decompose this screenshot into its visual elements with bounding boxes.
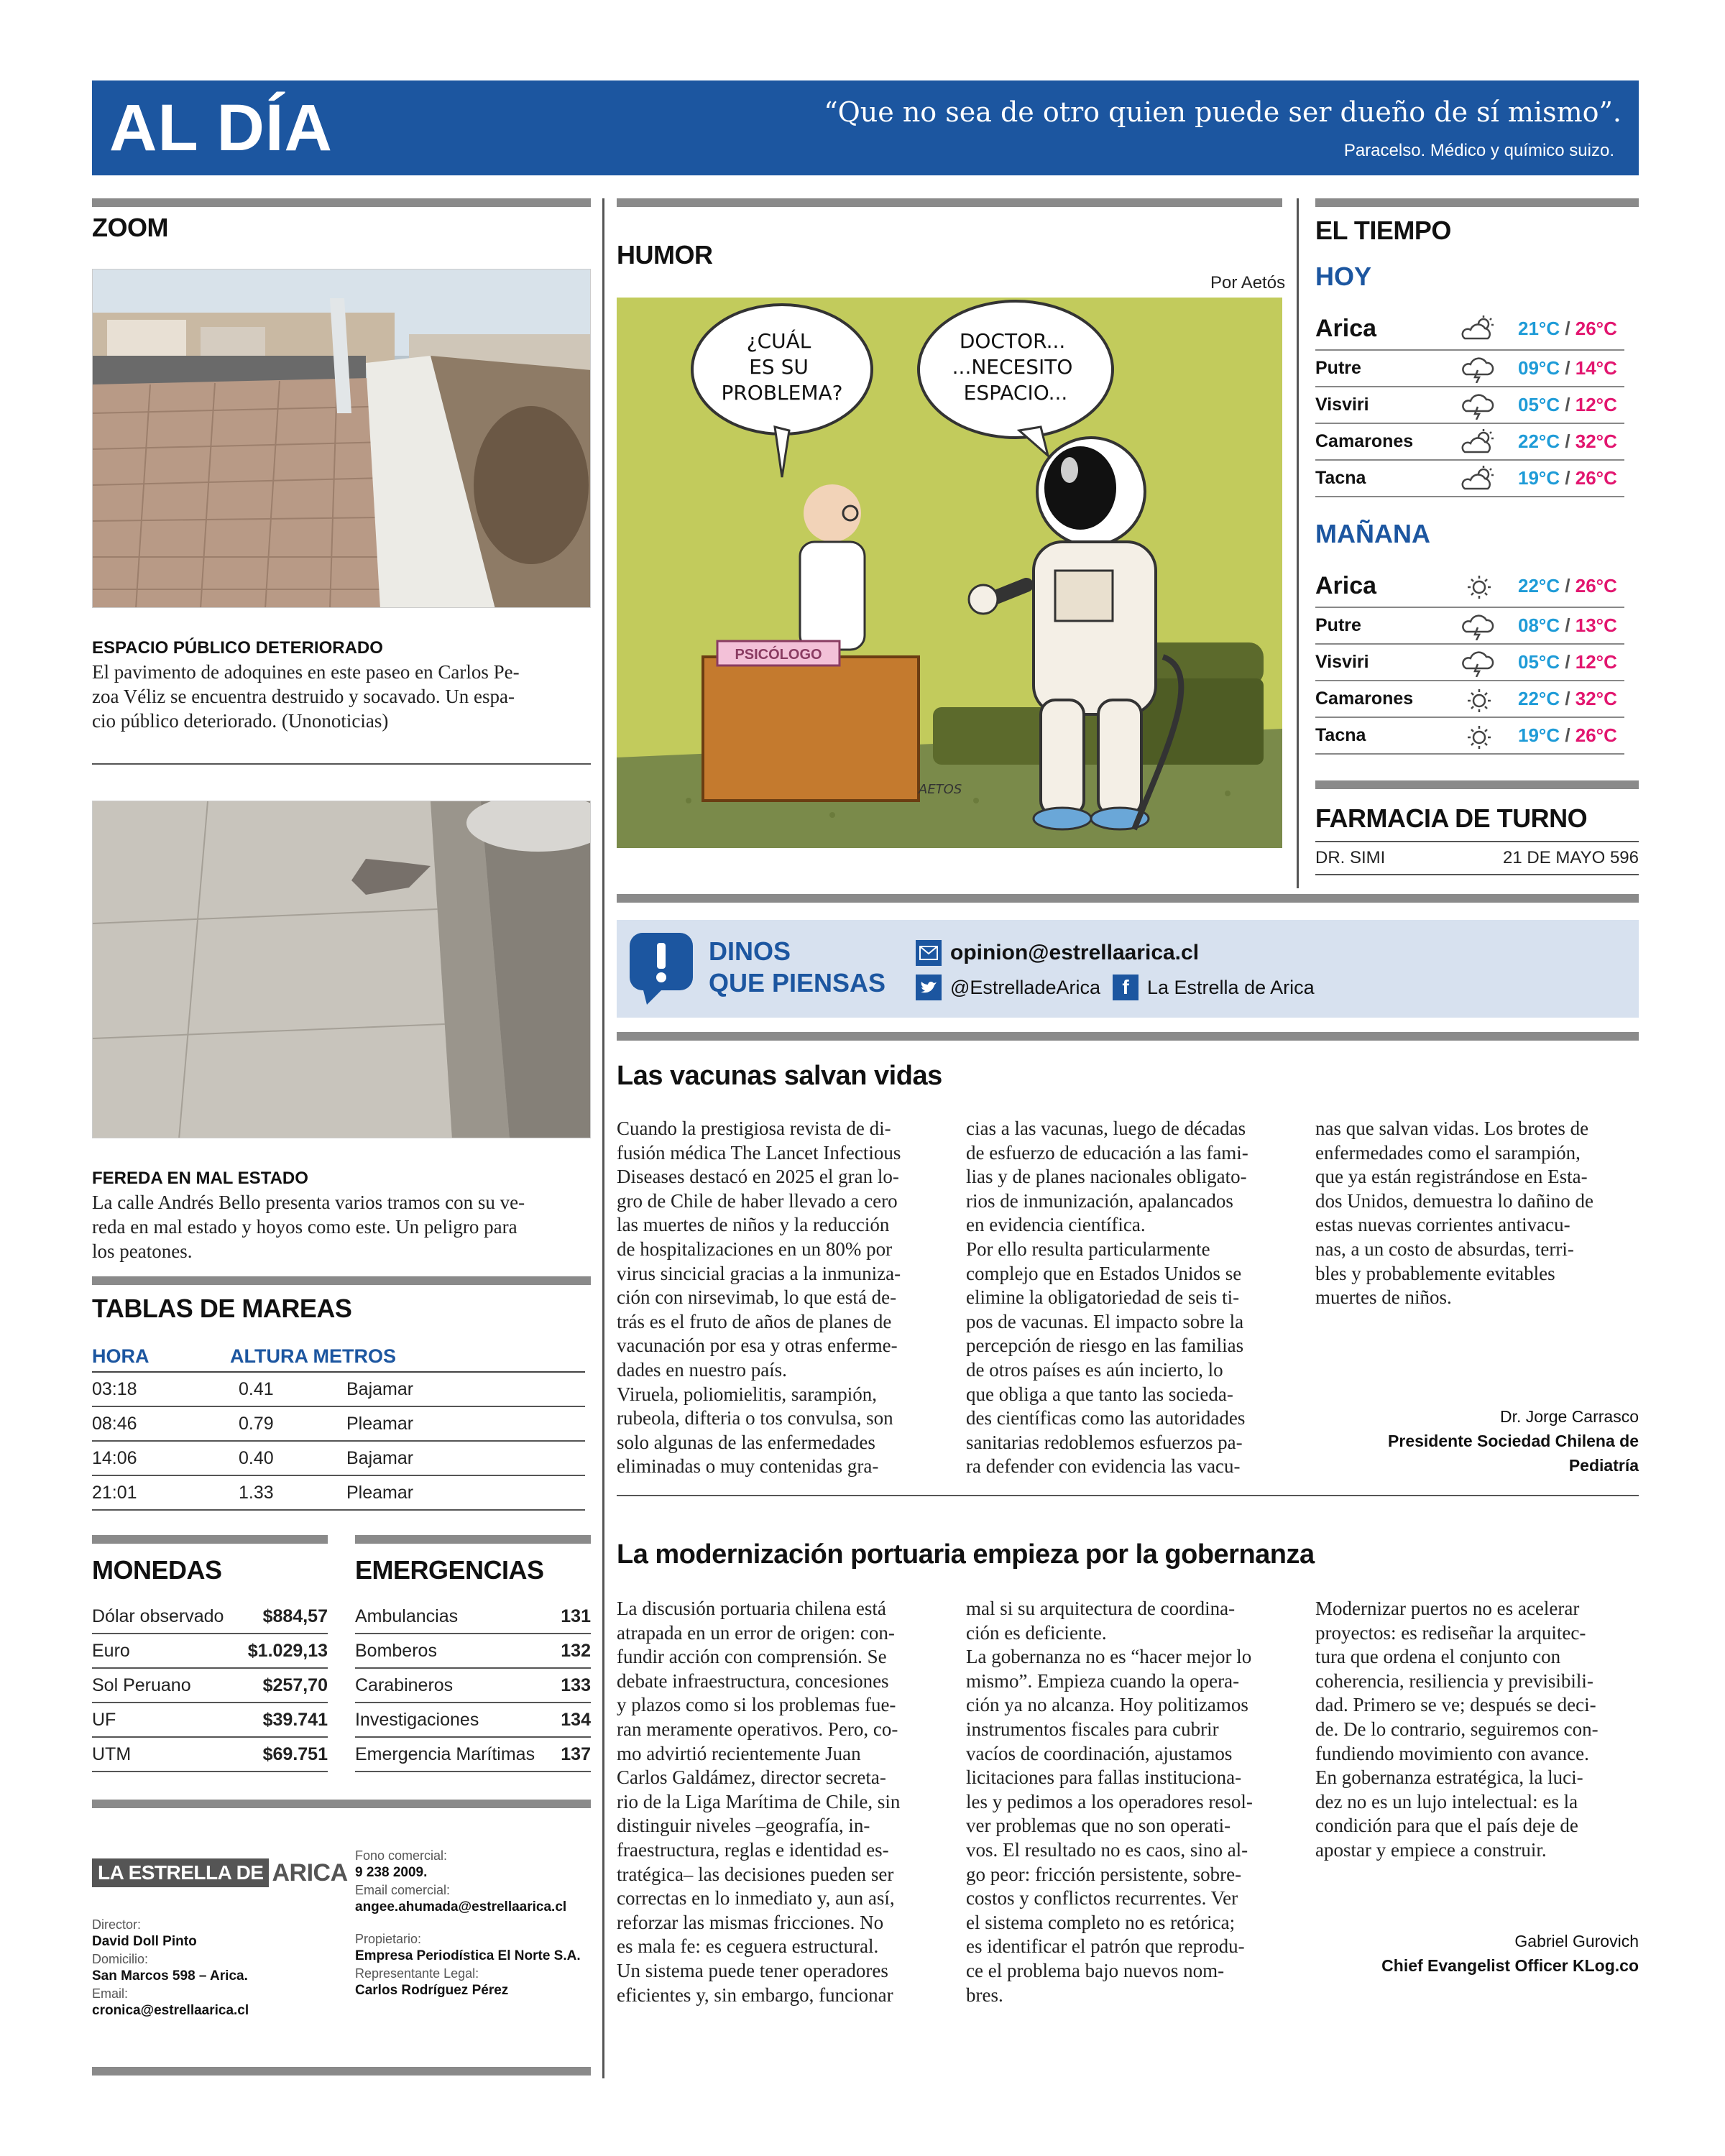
- commercial-email-label: Email comercial:: [355, 1883, 451, 1897]
- text-line: Diseases destacó en 2025 el gran lo-: [617, 1166, 899, 1188]
- tide-time: 21:01: [92, 1482, 137, 1503]
- weather-row: Visviri 05°C / 12°C: [1315, 645, 1624, 681]
- humor-cartoon: [617, 298, 1282, 848]
- tide-type: Bajamar: [346, 1378, 414, 1399]
- zoom-title: ZOOM: [92, 213, 168, 242]
- tides-col-altura: ALTURA METROS: [230, 1345, 396, 1367]
- text-line: dad. Primero se ve; después se deci-: [1315, 1694, 1596, 1716]
- table-row: [92, 1407, 585, 1442]
- newspaper-logo: [92, 1858, 348, 1887]
- text-line: mal si su arquitectura de coordina-: [966, 1598, 1236, 1619]
- temp-max: 12°C: [1575, 651, 1617, 673]
- pharmacy-bottom-divider: [1315, 874, 1639, 875]
- masthead-bottombar: [92, 2067, 591, 2076]
- legal-rep-value: Carlos Rodríguez Pérez: [355, 1983, 509, 1998]
- currency-name: UTM: [92, 1743, 132, 1764]
- opinion2-column-3: [1315, 1597, 1639, 1863]
- contact-banner: [617, 920, 1639, 1018]
- text-line: eficientes y, sin embargo, funcionar: [617, 1984, 893, 2006]
- storm-icon: [1459, 648, 1502, 677]
- text-line: vos. El resultado no es caos, sino al-: [966, 1838, 1248, 1861]
- director-label: Director:: [92, 1917, 142, 1932]
- caption-line: reda en mal estado y hoyos como este. Un peligro para: [92, 1216, 518, 1238]
- temp-max: 26°C: [1575, 467, 1617, 489]
- contact-email-link[interactable]: [916, 940, 1199, 966]
- weather-row: Visviri 05°C / 12°C: [1315, 387, 1624, 424]
- sun-icon: [1459, 571, 1502, 600]
- currency-name: UF: [92, 1709, 116, 1730]
- text-line: Viruela, poliomielitis, sarampión,: [617, 1383, 878, 1405]
- weather-city: Visviri: [1315, 652, 1369, 672]
- text-line: ran meramente operativos. Pero, co-: [617, 1718, 898, 1740]
- temp-min: 05°C: [1518, 651, 1560, 673]
- text-line: estas nuevas corrientes antivacu-: [1315, 1214, 1570, 1236]
- text-line: Carlos Galdámez, director secreta-: [617, 1766, 886, 1789]
- logo-text-part2: ARICA: [272, 1858, 348, 1886]
- text-line: ce el problema bajo nuevos nom-: [966, 1959, 1225, 1981]
- emergency-number: 137: [561, 1743, 591, 1764]
- text-line: apostar y empiece a construir.: [1315, 1838, 1547, 1861]
- temp-min: 05°C: [1518, 394, 1560, 415]
- contact-twitter-text: @EstrelladeArica: [950, 976, 1100, 998]
- text-line: correctas en lo inmediato y, aun así,: [617, 1887, 895, 1909]
- currency-value: $39.741: [262, 1709, 328, 1730]
- emergency-name: Investigaciones: [355, 1709, 479, 1730]
- weather-row: Arica 22°C / 26°C: [1315, 565, 1624, 608]
- text-line: dos Unidos, demuestra lo dañino de: [1315, 1189, 1593, 1212]
- tides-title: TABLAS DE MAREAS: [92, 1294, 352, 1323]
- weather-city: Arica: [1315, 314, 1377, 342]
- svg-text:DOCTOR... ...NECESITO: [952, 329, 1080, 405]
- storm-icon: [1459, 612, 1502, 640]
- partly-cloudy-icon: [1459, 314, 1502, 343]
- text-line: dez no es un lujo intelectual: es la: [1315, 1790, 1578, 1812]
- table-row: [92, 1600, 328, 1634]
- author-name: Dr. Jorge Carrasco: [1499, 1407, 1639, 1426]
- text-line: en evidencia científica.: [966, 1214, 1146, 1236]
- table-row: [92, 1442, 585, 1476]
- text-line: fundiendo movimiento con avance.: [1315, 1742, 1589, 1764]
- phone-label: Fono comercial:: [355, 1848, 448, 1863]
- owner-value: Empresa Periodística El Norte S.A.: [355, 1948, 581, 1963]
- text-line: fraestructura, reglas e identidad es-: [617, 1838, 889, 1861]
- photo2-caption-text: [92, 1190, 591, 1263]
- text-line: cias a las vacunas, luego de décadas: [966, 1118, 1246, 1139]
- text-line: de esfuerzo de educación a las fami-: [966, 1141, 1248, 1164]
- text-line: lias y de planes nacionales obligato-: [966, 1166, 1247, 1188]
- contact-facebook-text: La Estrella de Arica: [1147, 976, 1315, 998]
- text-line: ción ya no alcanza. Hoy politizamos: [966, 1694, 1248, 1716]
- table-row: [92, 1634, 328, 1669]
- legal-rep-label: Representante Legal:: [355, 1966, 479, 1981]
- storm-icon: [1459, 391, 1502, 420]
- text-line: de hospitalizaciones en un 80% por: [617, 1238, 893, 1260]
- tide-type: Pleamar: [346, 1413, 414, 1434]
- tide-height: 1.33: [239, 1482, 274, 1503]
- zoom-photo-damaged-sidewalk: [92, 801, 591, 1138]
- opinion2-signature: [1315, 1929, 1639, 1978]
- contact-title-line1: DINOS: [709, 936, 791, 966]
- currency-value: $884,57: [262, 1606, 328, 1626]
- text-line: debate infraestructura, concesiones: [617, 1669, 889, 1692]
- emergency-number: 131: [561, 1606, 591, 1626]
- text-line: ción es deficiente.: [966, 1621, 1107, 1644]
- text-line: tratégica– las decisiones pueden ser: [617, 1863, 894, 1885]
- desk-sign-text: PSICÓLOGO: [735, 647, 822, 663]
- weather-tomorrow-list: [1315, 565, 1624, 755]
- weather-city: Tacna: [1315, 725, 1366, 745]
- weather-city: Camarones: [1315, 431, 1414, 451]
- text-line: elimine la obligatoriedad de seis ti-: [966, 1286, 1240, 1309]
- text-line: es identificar el patrón que reprodu-: [966, 1935, 1245, 1958]
- temp-min: 22°C: [1518, 430, 1560, 452]
- table-row: [92, 1373, 585, 1407]
- currencies-topbar: [92, 1535, 328, 1544]
- text-line: de otros países es aún incierto, lo: [966, 1358, 1223, 1381]
- temp-min: 21°C: [1518, 317, 1560, 339]
- opinion1-column-2: [966, 1117, 1297, 1479]
- caption-line: La calle Andrés Bello presenta varios tramos con su ve-: [92, 1192, 525, 1213]
- text-line: que obliga a que tanto las socieda-: [966, 1383, 1233, 1405]
- envelope-icon: [916, 940, 942, 966]
- text-line: Cuando la prestigiosa revista de di-: [617, 1118, 891, 1139]
- text-line: las muertes de niños y la reducción: [617, 1214, 890, 1236]
- tides-topbar: [92, 1276, 591, 1285]
- opinion1-column-3: [1315, 1117, 1639, 1310]
- photo1-caption-text: [92, 660, 591, 733]
- text-line: condición para que el país deje de: [1315, 1815, 1578, 1837]
- address-label: Domicilio:: [92, 1952, 149, 1966]
- photo1-caption-title: ESPACIO PÚBLICO DETERIORADO: [92, 638, 383, 658]
- table-row: [92, 1669, 328, 1703]
- sun-icon: [1459, 722, 1502, 750]
- emergency-number: 132: [561, 1640, 591, 1661]
- photo2-caption-title: FEREDA EN MAL ESTADO: [92, 1169, 308, 1188]
- email-value: cronica@estrellaarica.cl: [92, 2003, 249, 2018]
- bubble2-line: ESPACIO...: [963, 381, 1068, 405]
- text-line: La discusión portuaria chilena está: [617, 1598, 886, 1619]
- text-line: nas, a un costo de absurdas, terri-: [1315, 1238, 1574, 1260]
- text-line: mo advirtió recientemente Juan: [617, 1742, 861, 1764]
- text-line: instrumentos fiscales para cubrir: [966, 1718, 1219, 1740]
- temp-max: 32°C: [1575, 430, 1617, 452]
- caption-line: los peatones.: [92, 1240, 193, 1262]
- temp-max: 13°C: [1575, 614, 1617, 636]
- text-line: En gobernanza estratégica, la luci-: [1315, 1766, 1583, 1789]
- text-line: rio de la Liga Marítima de Chile, sin: [617, 1790, 901, 1812]
- contact-facebook-link[interactable]: [1113, 975, 1315, 1000]
- emergencies-topbar: [355, 1535, 591, 1544]
- temp-max: 26°C: [1575, 724, 1617, 746]
- commercial-email-value: angee.ahumada@estrellaarica.cl: [355, 1899, 567, 1915]
- pharmacy-name: DR. SIMI: [1315, 848, 1386, 867]
- speech-bubble-icon: [628, 931, 694, 1006]
- opinion1-topbar: [617, 1032, 1639, 1041]
- weather-city: Camarones: [1315, 688, 1414, 709]
- text-line: tura que ordena el conjunto con: [1315, 1646, 1561, 1668]
- weather-title: EL TIEMPO: [1315, 216, 1451, 245]
- temp-min: 08°C: [1518, 614, 1560, 636]
- weather-row: Putre 08°C / 13°C: [1315, 608, 1624, 645]
- text-line: rubeola, difteria o tos convulsa, son: [617, 1407, 893, 1429]
- author-name: Gabriel Gurovich: [1514, 1932, 1639, 1950]
- temp-max: 32°C: [1575, 688, 1617, 709]
- emergency-name: Carabineros: [355, 1674, 454, 1695]
- sun-icon: [1459, 685, 1502, 714]
- weather-row: Camarones 22°C / 32°C: [1315, 424, 1624, 461]
- masthead-topbar: [92, 1800, 591, 1808]
- text-line: el sistema completo no es retórica;: [966, 1911, 1236, 1933]
- text-line: La gobernanza no es “hacer mejor lo: [966, 1646, 1252, 1668]
- temp-min: 19°C: [1518, 467, 1560, 489]
- opinion2-column-2: [966, 1597, 1297, 2007]
- bubble1-line: ES SU: [749, 355, 809, 379]
- tides-header-row: [92, 1341, 585, 1373]
- weather-city: Putre: [1315, 358, 1361, 378]
- contact-topbar: [617, 894, 1639, 903]
- currency-name: Euro: [92, 1640, 130, 1661]
- logo-text-part1: LA ESTRELLA DE: [92, 1858, 269, 1887]
- tide-height: 0.41: [239, 1378, 274, 1399]
- text-line: complejo que en Estados Unidos se: [966, 1262, 1242, 1284]
- email-label: Email:: [92, 1986, 129, 2001]
- tide-time: 08:46: [92, 1413, 137, 1434]
- text-line: Un sistema puede tener operadores: [617, 1959, 888, 1981]
- currency-value: $257,70: [262, 1674, 328, 1695]
- phone-value: 9 238 2009.: [355, 1865, 428, 1880]
- emergencies-table: [355, 1600, 591, 1772]
- tide-time: 03:18: [92, 1378, 137, 1399]
- humor-byline: Por Aetós: [1210, 273, 1286, 292]
- emergency-name: Emergencia Marítimas: [355, 1743, 535, 1764]
- text-line: enfermedades como el sarampión,: [1315, 1141, 1581, 1164]
- emergencies-title: EMERGENCIAS: [355, 1555, 544, 1585]
- cartoon-signature: AETOS: [919, 782, 962, 797]
- text-line: Por ello resulta particularmente: [966, 1238, 1210, 1260]
- table-row: [355, 1669, 591, 1703]
- weather-city: Tacna: [1315, 468, 1366, 488]
- currency-name: Dólar observado: [92, 1606, 224, 1626]
- tide-height: 0.79: [239, 1413, 274, 1434]
- text-line: distinguir niveles –geografía, in-: [617, 1815, 870, 1837]
- emergency-number: 133: [561, 1674, 591, 1695]
- text-line: y plazos como si los problemas fue-: [617, 1694, 896, 1716]
- contact-twitter-link[interactable]: [916, 975, 1100, 1000]
- temp-max: 26°C: [1575, 317, 1617, 339]
- text-line: sanitarias redoblemos esfuerzos pa-: [966, 1431, 1243, 1453]
- weather-row: Camarones 22°C / 32°C: [1315, 681, 1624, 718]
- pharmacy-title: FARMACIA DE TURNO: [1315, 803, 1588, 833]
- text-line: go peor: fricción persistente, sobre-: [966, 1863, 1242, 1885]
- temp-max: 26°C: [1575, 574, 1617, 596]
- currency-value: $69.751: [262, 1743, 328, 1764]
- emergency-name: Bomberos: [355, 1640, 437, 1661]
- weather-row: Putre 09°C / 14°C: [1315, 351, 1624, 387]
- humor-topbar: [617, 198, 1282, 207]
- emergency-name: Ambulancias: [355, 1606, 459, 1626]
- weather-city: Arica: [1315, 571, 1377, 599]
- bubble2-line: ...NECESITO: [952, 355, 1073, 379]
- opinion2-column-1: [617, 1597, 947, 2007]
- table-row: [92, 1476, 585, 1511]
- weather-topbar: [1315, 198, 1639, 207]
- author-role: Chief Evangelist Officer KLog.co: [1381, 1956, 1639, 1975]
- text-line: mismo”. Empieza cuando la opera-: [966, 1669, 1240, 1692]
- table-row: [92, 1738, 328, 1772]
- tide-type: Pleamar: [346, 1482, 414, 1503]
- text-line: ra defender con evidencia las vacu-: [966, 1455, 1241, 1478]
- text-line: solo algunas de las enfermedades: [617, 1431, 875, 1453]
- currency-name: Sol Peruano: [92, 1674, 191, 1695]
- text-line: coherencia, resiliencia y previsibili-: [1315, 1669, 1593, 1692]
- text-line: es mala fe: es ceguera estructural.: [617, 1935, 879, 1958]
- masthead-left-info: [92, 1916, 249, 2019]
- opinion2-title: La modernización portuaria empieza por la gobernanza: [617, 1539, 1315, 1570]
- page-header: [92, 80, 1639, 175]
- address-value: San Marcos 598 – Arica.: [92, 1968, 248, 1984]
- temp-max: 12°C: [1575, 394, 1617, 415]
- contact-title: [709, 936, 886, 999]
- masthead-right-info: [355, 1847, 581, 1999]
- weather-row: Arica 21°C / 26°C: [1315, 308, 1624, 351]
- bubble2-line: DOCTOR...: [959, 329, 1066, 353]
- owner-label: Propietario:: [355, 1932, 422, 1946]
- tide-time: 14:06: [92, 1447, 137, 1468]
- tides-table: [92, 1341, 585, 1511]
- opinion1-signature: [1315, 1404, 1639, 1478]
- contact-title-line2: QUE PIENSAS: [709, 968, 886, 998]
- table-row: [355, 1738, 591, 1772]
- header-quote: “Que no sea de otro quien puede ser dueño de sí mismo”.: [824, 96, 1622, 128]
- text-line: fusión médica The Lancet Infectious: [617, 1141, 901, 1164]
- facebook-icon: f: [1113, 975, 1138, 1000]
- weather-row: Tacna 19°C / 26°C: [1315, 718, 1624, 755]
- currencies-table: [92, 1600, 328, 1772]
- caption-line: cio público deteriorado. (Unonoticias): [92, 710, 389, 732]
- text-line: nas que salvan vidas. Los brotes de: [1315, 1118, 1589, 1139]
- text-line: percepción de riesgo en las familias: [966, 1335, 1244, 1357]
- text-line: muertes de niños.: [1315, 1286, 1452, 1309]
- text-line: que ya están registrándose en Esta-: [1315, 1166, 1588, 1188]
- text-line: ver problemas que no son operati-: [966, 1815, 1231, 1837]
- text-line: les y pedimos a los operadores resol-: [966, 1790, 1253, 1812]
- text-line: pos de vacunas. El impacto sobre la: [966, 1310, 1244, 1332]
- weather-city: Visviri: [1315, 395, 1369, 415]
- text-line: eliminadas o muy contenidas gra-: [617, 1455, 879, 1478]
- table-row: [355, 1703, 591, 1738]
- bubble1-line: PROBLEMA?: [721, 381, 843, 405]
- text-line: rios de inmunización, apalancados: [966, 1189, 1233, 1212]
- text-line: Modernizar puertos no es acelerar: [1315, 1598, 1580, 1619]
- partly-cloudy-icon: [1459, 464, 1502, 493]
- partly-cloudy-icon: [1459, 428, 1502, 456]
- temp-min: 09°C: [1518, 357, 1560, 379]
- pharmacy-row: [1315, 848, 1639, 868]
- twitter-bird-icon: [916, 975, 942, 1000]
- text-line: gro de Chile de haber llevado a cero: [617, 1189, 898, 1212]
- currencies-title: MONEDAS: [92, 1555, 222, 1585]
- text-line: bles y probablemente evitables: [1315, 1262, 1555, 1284]
- text-line: de. De lo contrario, seguiremos con-: [1315, 1718, 1598, 1740]
- pharmacy-divider: [1315, 841, 1639, 842]
- text-line: atrapada en un error de origen: con-: [617, 1621, 895, 1644]
- currency-value: $1.029,13: [247, 1640, 328, 1661]
- temp-min: 19°C: [1518, 724, 1560, 746]
- zoom-topbar: [92, 198, 591, 207]
- director-name: David Doll Pinto: [92, 1934, 197, 1949]
- pharmacy-address: 21 DE MAYO 596: [1503, 848, 1639, 867]
- column-divider-right: [1297, 198, 1299, 888]
- weather-city: Putre: [1315, 615, 1361, 635]
- contact-email-text: opinion@estrellaarica.cl: [950, 941, 1200, 964]
- text-line: proyectos: es rediseñar la arquitec-: [1315, 1621, 1586, 1644]
- text-line: bres.: [966, 1984, 1003, 2006]
- header-quote-attribution: Paracelso. Médico y químico suizo.: [1343, 141, 1614, 160]
- text-line: virus sincicial gracias a la inmuniza-: [617, 1262, 901, 1284]
- weather-tomorrow-label: MAÑANA: [1315, 519, 1430, 548]
- table-row: [355, 1600, 591, 1634]
- opinion1-column-1: [617, 1117, 947, 1479]
- temp-min: 22°C: [1518, 574, 1560, 596]
- temp-min: 22°C: [1518, 688, 1560, 709]
- caption-line: El pavimento de adoquines en este paseo en Carlos Pe-: [92, 661, 520, 683]
- text-line: licitaciones para fallas instituciona-: [966, 1766, 1242, 1789]
- table-row: [92, 1703, 328, 1738]
- opinion-divider: [617, 1495, 1639, 1496]
- author-role: Presidente Sociedad Chilena de Pediatría: [1388, 1432, 1639, 1475]
- tides-col-hora: HORA: [92, 1345, 150, 1367]
- tide-type: Bajamar: [346, 1447, 414, 1468]
- column-divider-left: [602, 198, 604, 2078]
- text-line: fundir acción con comprensión. Se: [617, 1646, 887, 1668]
- section-title-al-dia: AL DÍA: [109, 91, 333, 165]
- caption-divider: [92, 763, 591, 765]
- text-line: vacíos de coordinación, ajustamos: [966, 1742, 1233, 1764]
- text-line: des científicas como las autoridades: [966, 1407, 1246, 1429]
- tide-height: 0.40: [239, 1447, 274, 1468]
- weather-today-list: [1315, 308, 1624, 497]
- table-row: [355, 1634, 591, 1669]
- text-line: costos y conflictos recurrentes. Ver: [966, 1887, 1238, 1909]
- weather-row: Tacna 19°C / 26°C: [1315, 461, 1624, 497]
- opinion1-title: Las vacunas salvan vidas: [617, 1061, 942, 1091]
- humor-title: HUMOR: [617, 240, 713, 270]
- text-line: reforzar las mismas fricciones. No: [617, 1911, 884, 1933]
- text-line: trás es el fruto de años de planes de: [617, 1310, 892, 1332]
- caption-line: zoa Véliz se encuentra destruido y socavado. Un espa-: [92, 686, 515, 707]
- text-line: vacunación por esa y otras enferme-: [617, 1335, 898, 1357]
- storm-icon: [1459, 354, 1502, 383]
- emergency-number: 134: [561, 1709, 591, 1730]
- bubble1-line: ¿CUÁL: [746, 329, 811, 353]
- pharmacy-topbar: [1315, 780, 1639, 789]
- temp-max: 14°C: [1575, 357, 1617, 379]
- text-line: dades en nuestro país.: [617, 1358, 787, 1381]
- text-line: ción con nirsevimab, lo que está de-: [617, 1286, 897, 1309]
- zoom-photo-paved-walkway: [92, 269, 591, 608]
- weather-today-label: HOY: [1315, 262, 1372, 291]
